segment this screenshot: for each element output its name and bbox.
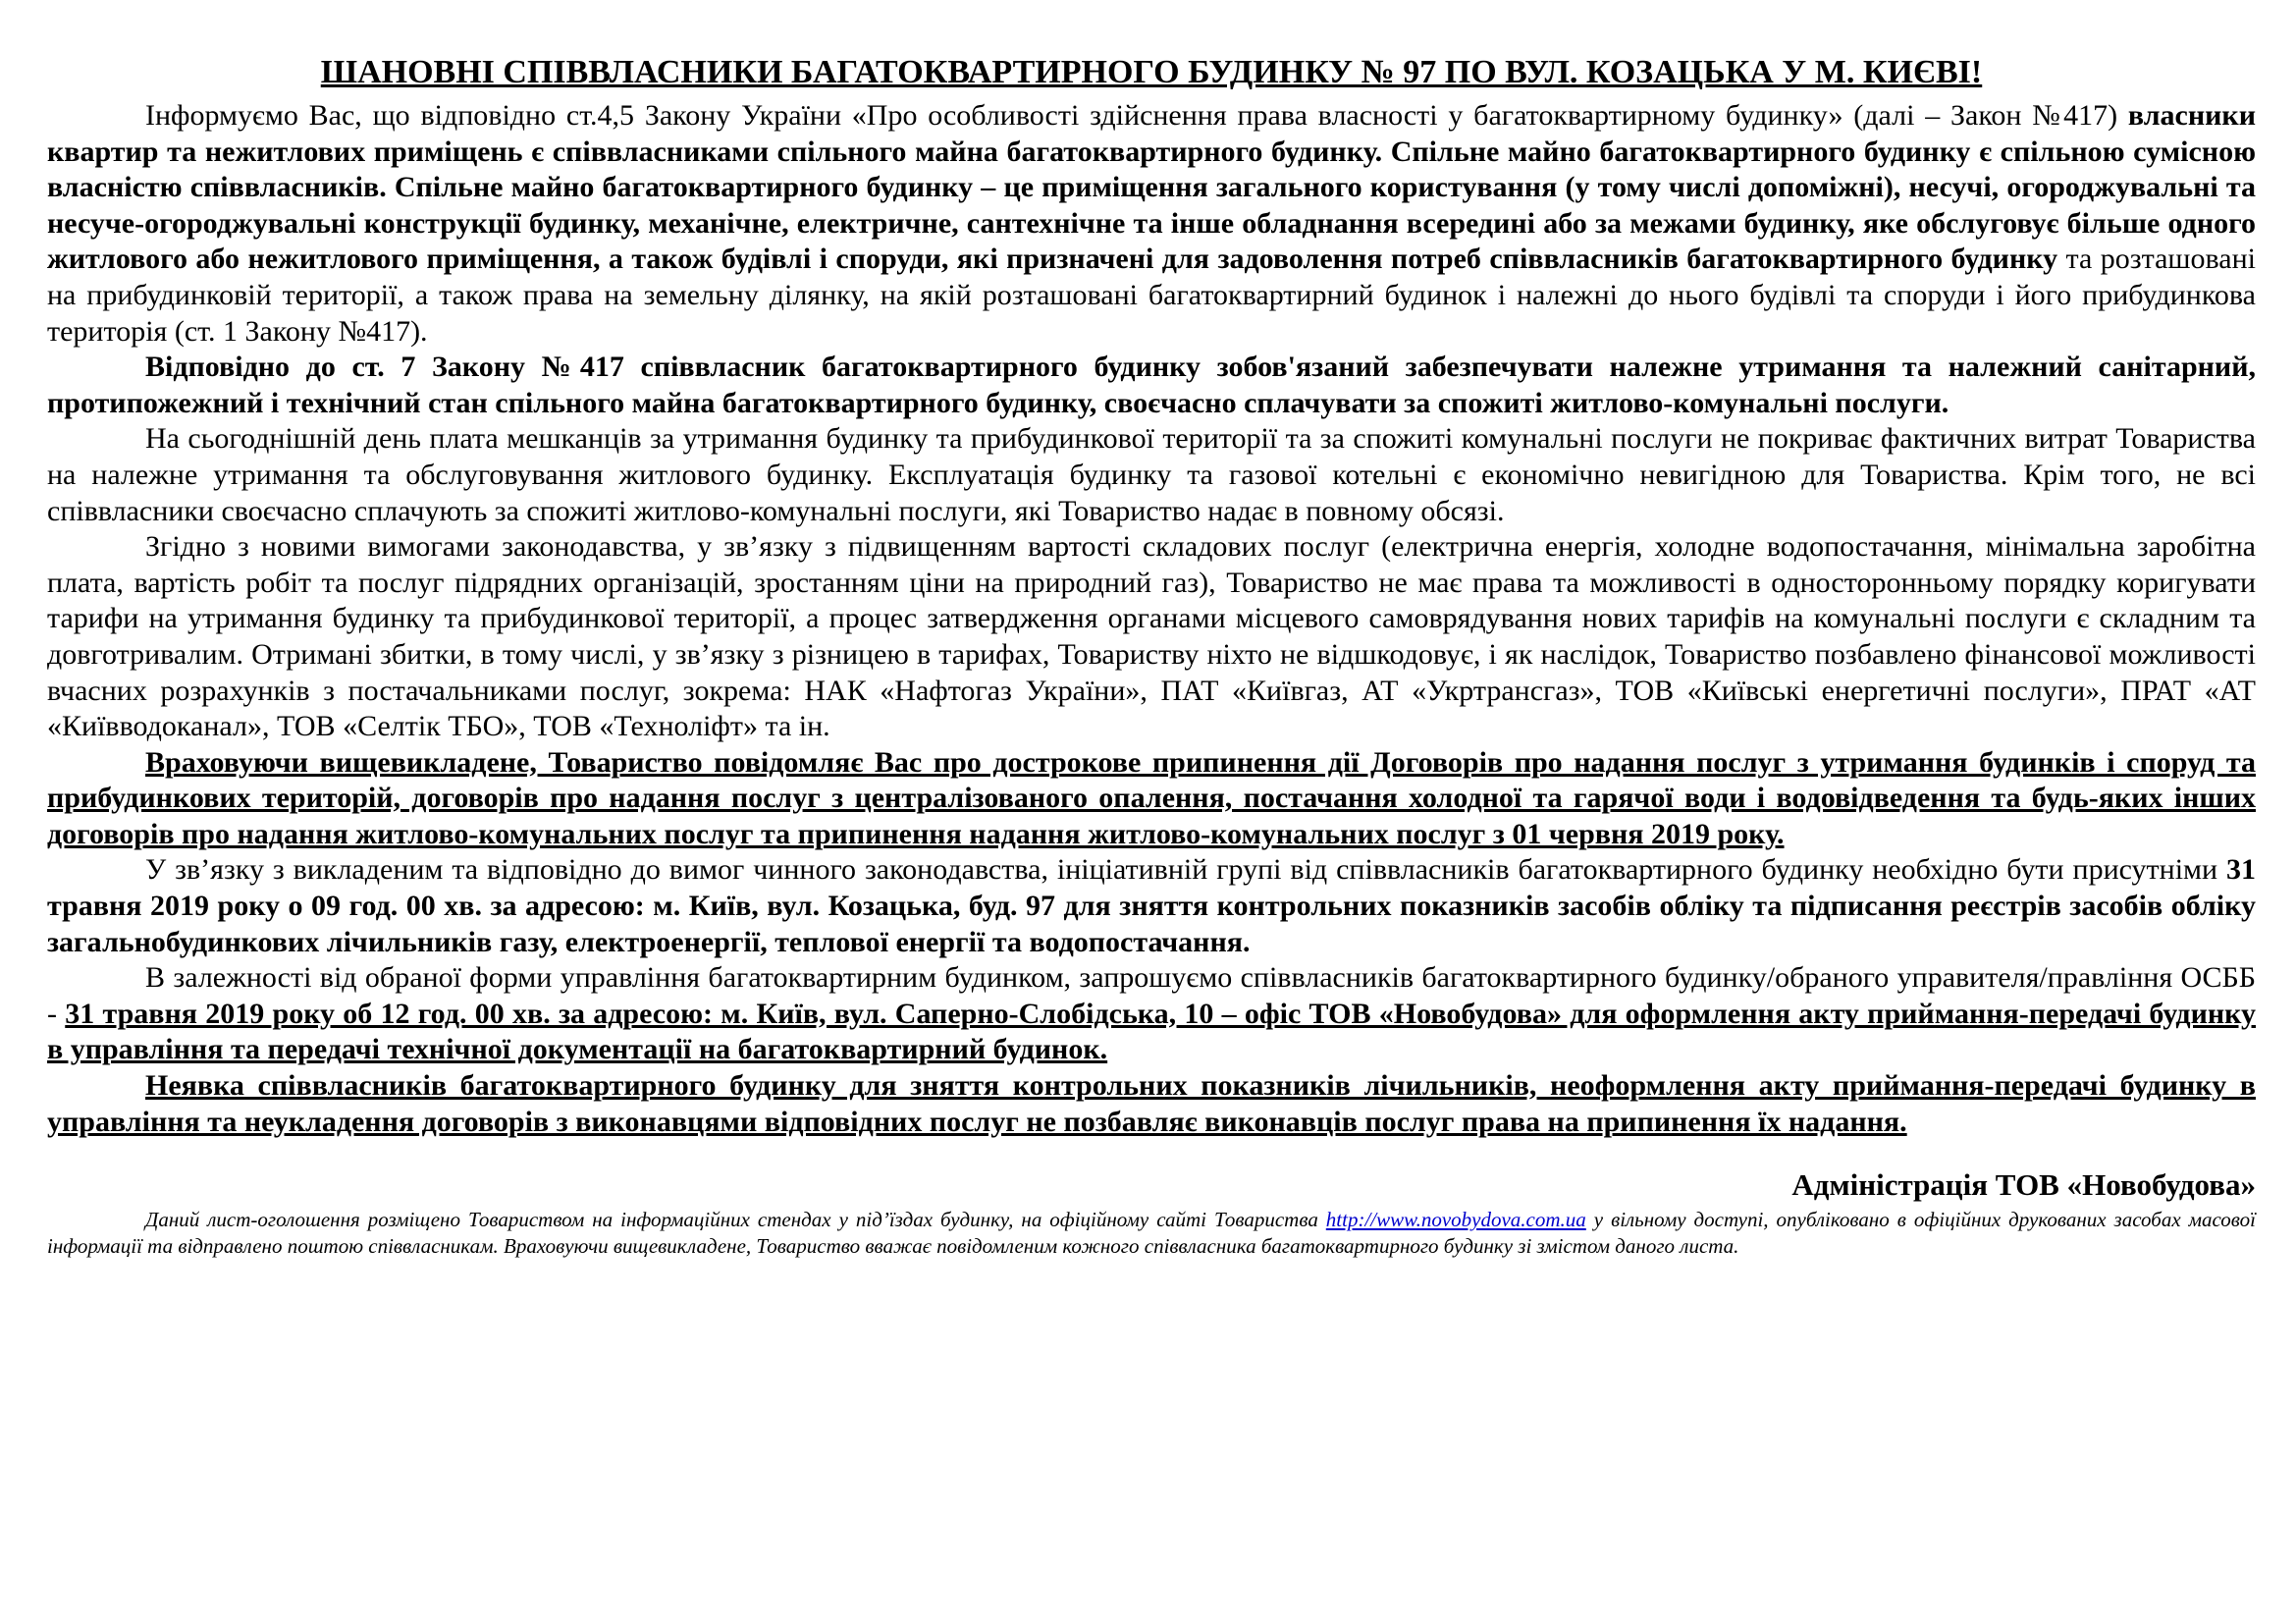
paragraph-termination: Враховуючи вищевикладене, Товариство повідомляє Вас про дострокове припинення дії Договорів про надання послуг з утримання будинків і споруд та прибудинкових територій, договорів про надання послуг з централізованого опалення, постачання холодної та гарячої води і водовідведення та будь-яких інших договорів про надання житлово-комунальних послуг та припинення надання житлово-комунальних послуг з 01 червня 2019 року. (47, 745, 2256, 850)
paragraph-handover-bold: 31 травня 2019 року об 12 год. 00 хв. за адресою: м. Київ, вул. Саперно-Слобідська, 10 – офіс ТОВ «Новобудова» для оформлення акту приймання-передачі будинку в управління та передачі технічної документації на багатоквартирний будинок. (47, 997, 2256, 1066)
footnote-rest: у вільному доступі, опубліковано в офіційних друкованих засобах масової інформації та відправлено поштою співвласникам. Враховуючи вищевикладене, Товариство вважає повідомленим кожного співвласника багатоквартирного будинку зі змістом даного листа. (47, 1208, 2256, 1259)
paragraph-obligations: Відповідно до ст. 7 Закону №417 співвласник багатоквартирного будинку зобов'язаний забезпечувати належне утримання та належний санітарний, протипожежний і технічний стан спільного майна багатоквартирного будинку, своєчасно сплачувати за спожиті житлово-комунальні послуги. (47, 351, 2256, 419)
paragraph-ownership-intro: Інформуємо Вас, що відповідно ст.4,5 Закону України «Про особливості здійснення права власності у багатоквартирному будинку» (далі – Закон №417) (145, 99, 2128, 132)
paragraph-tariffs: Згідно з новими вимогами законодавства, у зв’язку з підвищенням вартості складових послуг (електрична енергія, холодне водопостачання, мінімальна заробітна плата, вартість робіт та послуг підрядних організацій, зростанням ціни на природний газ), Товариство не має права та можливості в односторонньому порядку коригувати тарифи на утримання будинку та прибудинкової території, а процес затвердження органами місцевого самоврядування нових тарифів на комунальні послуги є складним та довготривалим. Отримані збитки, в тому числі, у зв’язку з різницею в тарифах, Товариству ніхто не відшкодовує, і як наслідок, Товариство позбавлено фінансової можливості вчасних розрахунків з постачальниками послуг, зокрема: НАК «Нафтогаз України», ПАТ «Київгаз, АТ «Укртрансгаз», ТОВ «Київські енергетичні послуги», ПРАТ «АТ «Київводоканал», ТОВ «Селтік ТБО», ТОВ «Техноліфт» та ін. (47, 530, 2256, 743)
notice-document (47, 51, 2256, 1260)
signature: Адміністрація ТОВ «Новобудова» (1791, 1167, 2256, 1203)
paragraph-absence-warning: Неявка співвласників багатоквартирного будинку для зняття контрольних показників лічильників, неоформлення акту приймання-передачі будинку в управління та неукладення договорів з виконавцями відповідних послуг не позбавляє виконавців послуг права на припинення їх надання. (47, 1069, 2256, 1138)
page-title: ШАНОВНІ СПІВВЛАСНИКИ БАГАТОКВАРТИРНОГО БУДИНКУ № 97 ПО ВУЛ. КОЗАЦЬКА У М. КИЄВІ! (320, 54, 1983, 90)
paragraph-costs: На сьогоднішній день плата мешканців за утримання будинку та прибудинкової території та за спожиті комунальні послуги не покриває фактичних витрат Товариства на належне утримання та обслуговування житлового будинку. Експлуатація будинку та газової котельні є економічно невигідною для Товариства. Крім того, не всі співвласники своєчасно сплачують за спожиті житлово-комунальні послуги, які Товариство надає в повному обсязі. (47, 422, 2256, 527)
paragraph-meter-reading-bold: 31 травня 2019 року о 09 год. 00 хв. за адресою: м. Київ, вул. Козацька, буд. 97 для зняття контрольних показників засобів обліку та підписання реєстрів засобів обліку загальнобудинкових лічильників газу, електроенергії, теплової енергії та водопостачання. (47, 853, 2256, 958)
paragraph-handover (47, 960, 2256, 1068)
paragraph-meter-reading (47, 852, 2256, 960)
paragraph-ownership (47, 98, 2256, 350)
paragraph-ownership-bold: власники квартир та нежитлових приміщень є співвласниками спільного майна багатоквартирного будинку. Спільне майно багатоквартирного будинку є спільною сумісною власністю співвласників. Спільне майно багатоквартирного будинку – це приміщення загального користування (у тому числі допоміжні), несучі, огороджувальні та несуче-огороджувальні конструкції будинку, механічне, електричне, сантехнічне та інше обладнання всередині або за межами будинку, яке обслуговує більше одного житлового або нежитлового приміщення, а також будівлі і споруди, які призначені для задоволення потреб співвласників багатоквартирного будинку (47, 99, 2256, 276)
paragraph-meter-reading-intro: У зв’язку з викладеним та відповідно до вимог чинного законодавства, ініціативній групі від співвласників багатоквартирного будинку необхідно бути присутніми (145, 853, 2226, 887)
website-link[interactable]: http://www.novobydova.com.ua (1325, 1208, 1586, 1232)
footnote (47, 1207, 2256, 1260)
footnote-intro: Даний лист-оголошення розміщено Товариством на інформаційних стендах у під’їздах будинку, на офіційному сайті Товариства (145, 1208, 1326, 1232)
paragraph-ownership-rest: та розташовані на прибудинковій території, а також права на земельну ділянку, на якій розташовані багатоквартирний будинок і належні до нього будівлі та споруди і його прибудинкова територія (ст. 1 Закону №417). (47, 243, 2256, 348)
paragraph-handover-intro: В залежності від обраної форми управління багатоквартирним будинком, запрошуємо співвласників багатоквартирного будинку/обраного управителя/правління ОСББ - (47, 961, 2256, 1030)
